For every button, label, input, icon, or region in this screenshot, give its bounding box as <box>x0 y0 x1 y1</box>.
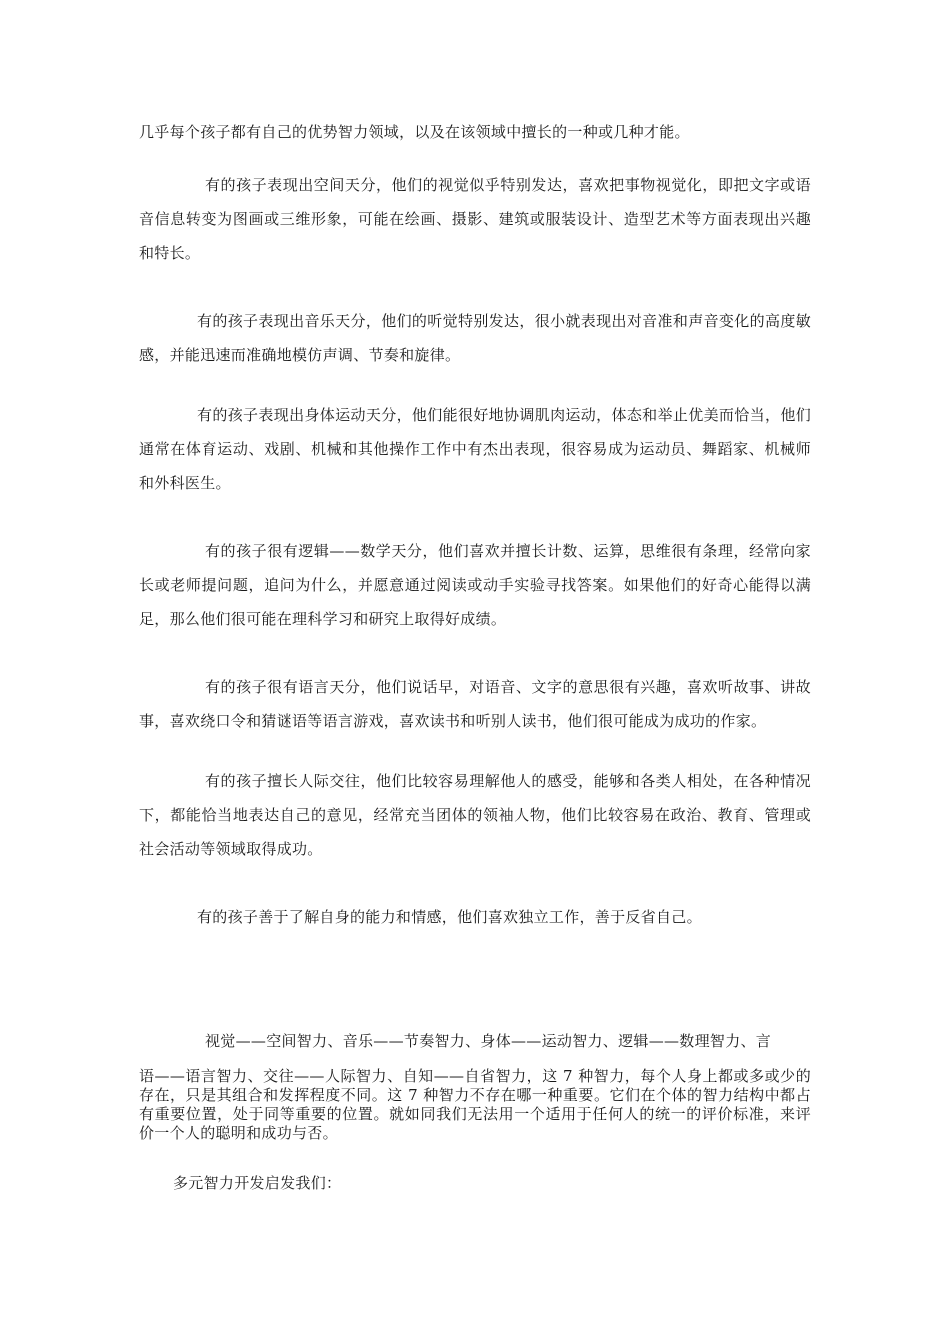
paragraph-music-talent: 有的孩子表现出音乐天分，他们的听觉特别发达，很小就表现出对音准和声音变化的高度敏感，并能迅速而准确地模仿声调、节奏和旋律。 <box>139 312 811 364</box>
paragraph-inspiration: 多元智力开发启发我们： <box>173 1174 342 1192</box>
paragraph-language-talent: 有的孩子很有语言天分，他们说话早，对语音、文字的意思很有兴趣，喜欢听故事、讲故事，喜欢绕口令和猜谜语等语言游戏，喜欢读书和听别人读书，他们很可能成为成功的作家。 <box>139 678 811 730</box>
paragraph-dominant-intelligence: 几乎每个孩子都有自己的优势智力领域，以及在该领域中擅长的一种或几种才能。 <box>139 123 690 141</box>
paragraph-seven-intelligences-intro: 视觉——空间智力、音乐——节奏智力、身体——运动智力、逻辑——数理智力、言 <box>205 1032 772 1050</box>
paragraph-seven-intelligences-summary: 语——语言智力、交往——人际智力、自知——自省智力，这 7 种智力，每个人身上都或多或少的存在，只是其组合和发挥程度不同。这 7 种智力不存在哪一种重要。它们在个体的智力结构中都占有重要位置，处于同等重要的位置。就如同我们无法用一个适用于任何人的统一的评价标准，来评价一个人的聪明和成功与否。 <box>139 1067 811 1142</box>
paragraph-body-talent: 有的孩子表现出身体运动天分，他们能很好地协调肌肉运动，体态和举止优美而恰当，他们通常在体育运动、戏剧、机械和其他操作工作中有杰出表现，很容易成为运动员、舞蹈家、机械师和外科医生。 <box>139 406 811 492</box>
paragraph-interpersonal-talent: 有的孩子擅长人际交往，他们比较容易理解他人的感受，能够和各类人相处，在各种情况下，都能恰当地表达自己的意见，经常充当团体的领袖人物，他们比较容易在政治、教育、管理或社会活动等领域取得成功。 <box>139 772 811 858</box>
paragraph-spatial-talent: 有的孩子表现出空间天分，他们的视觉似乎特别发达，喜欢把事物视觉化，即把文字或语音信息转变为图画或三维形象，可能在绘画、摄影、建筑或服装设计、造型艺术等方面表现出兴趣和特长。 <box>139 176 811 262</box>
paragraph-intrapersonal-talent: 有的孩子善于了解自身的能力和情感，他们喜欢独立工作，善于反省自己。 <box>197 908 702 926</box>
paragraph-logic-talent: 有的孩子很有逻辑——数学天分，他们喜欢并擅长计数、运算，思维很有条理，经常向家长或老师提问题，追问为什么，并愿意通过阅读或动手实验寻找答案。如果他们的好奇心能得以满足，那么他们很可能在理科学习和研究上取得好成绩。 <box>139 542 811 628</box>
